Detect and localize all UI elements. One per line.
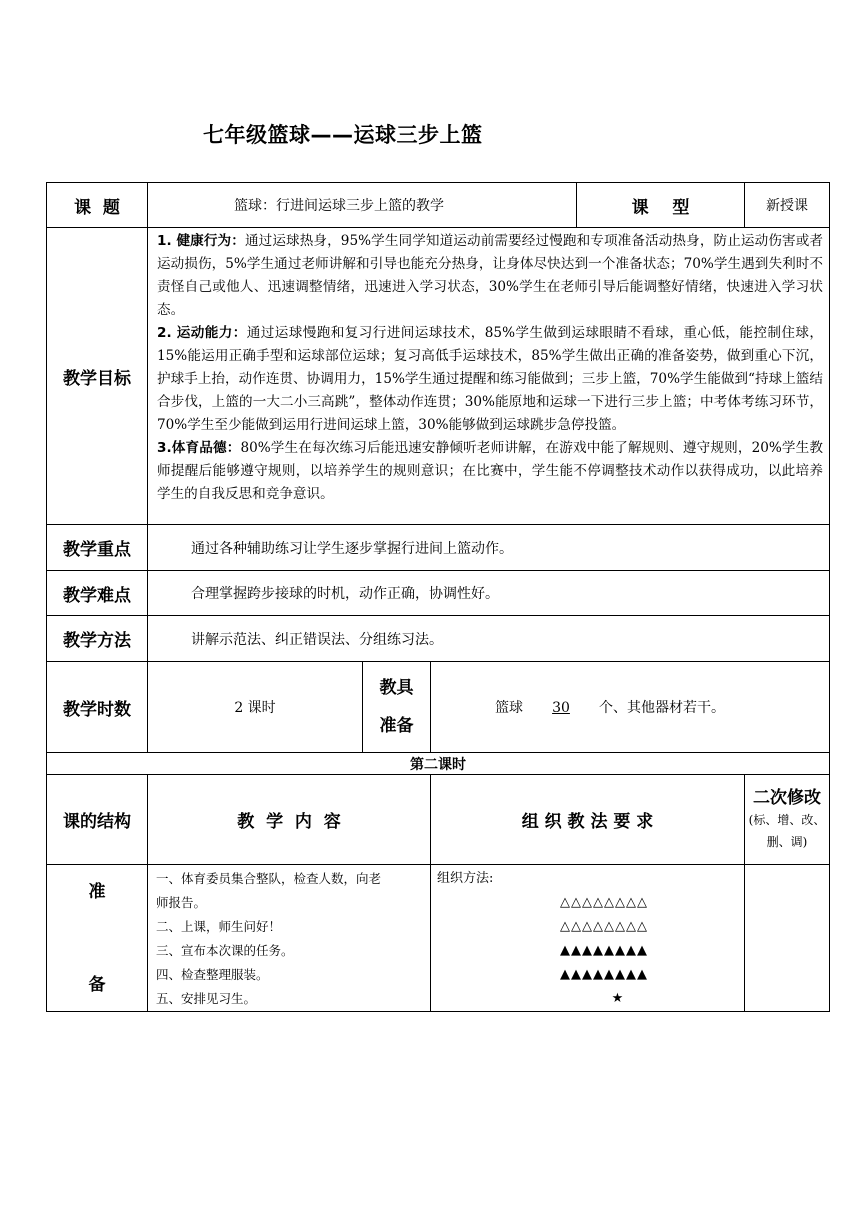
prep-content [148,865,431,1012]
prep-item: 三、宣布本次课的任务。 [156,943,294,958]
topic-label: 课 题 [47,183,148,228]
prep-item: 一、体育委员集合整队，检查人数，向老 [156,871,382,886]
objective-text: 通过运球热身，95%学生同学知道运动前需要经过慢跑和专项准备活动热身，防止运动伤害或者运动损伤，5%学生通过老师讲解和引导也能充分热身，让身体尽快达到一个准备状态；70%学生遇到失利时不责怪自己或他人、迅速调整情绪，迅速进入学习状态，30%学生在老师引导后能调整好情绪，快速进入学习状态。 [157,233,823,318]
formation-row-filled: ▲▲▲▲▲▲▲▲ [560,967,648,982]
structure-col-label: 课的结构 [47,775,148,865]
prep-item: 四、检查整理服装。 [156,967,269,982]
prep-organization [431,865,745,1012]
topic-value: 篮球：行进间运球三步上篮的教学 [148,183,577,228]
prep-revision-cell [745,865,830,1012]
type-value: 新授课 [745,183,830,228]
key-point-label: 教学重点 [47,525,148,571]
difficulty-label: 教学难点 [47,571,148,616]
prep-item: 师报告。 [156,895,207,910]
revision-note: (标、增、改、删、调) [748,812,826,849]
equipment-suffix: 个、其他器材若干。 [599,700,725,716]
formation-row-outline: △△△△△△△△ [560,895,648,910]
type-label: 课 型 [577,183,745,228]
equipment-value [431,662,830,753]
lesson-plan-table [46,182,830,1012]
revision-col-label [745,775,830,865]
equipment-count: 30 [552,700,570,716]
equipment-label-line2: 准备 [379,716,414,736]
objective-heading: 1. 健康行为： [157,233,245,249]
session-label: 第二课时 [47,753,830,775]
equipment-label [363,662,431,753]
equipment-prefix: 篮球 [495,700,523,716]
objectives-content [148,228,830,525]
objective-heading: 3.体育品德： [157,440,241,456]
objective-item [157,437,823,506]
objective-text: 80%学生在每次练习后能迅速安静倾听老师讲解，在游戏中能了解规则、遵守规则，20%学生教师提醒后能够遵守规则，以培养学生的规则意识；在比赛中，学生能不停调整技术动作以获得成功，以此培养学生的自我反思和竞争意识。 [157,440,823,502]
org-method-label: 组织方法: [437,871,494,886]
content-col-label: 教 学 内 容 [148,775,431,865]
formation-row-outline: △△△△△△△△ [560,919,648,934]
method-label: 教学方法 [47,616,148,662]
difficulty-value: 合理掌握跨步接球的时机，动作正确，协调性好。 [148,571,830,616]
method-value: 讲解示范法、纠正错误法、分组练习法。 [148,616,830,662]
prep-label-top: 准 [88,882,106,902]
key-point-value: 通过各种辅助练习让学生逐步掌握行进间上篮动作。 [148,525,830,571]
objective-heading: 2. 运动能力： [157,325,247,341]
objective-text: 通过运球慢跑和复习行进间运球技术，85%学生做到运球眼睛不看球，重心低，能控制住球，15%能运用正确手型和运球部位运球；复习高低手运球技术，85%学生做出正确的准备姿势，做到重心下沉，护球手上抬，动作连贯、协调用力，15%学生通过提醒和练习能做到；三步上篮，70%学生能做到“持球上篮结合步伐，上篮的一大二小三高跳”，整体动作连贯；30%能原地和运球一下进行三步上篮；中考体考练习环节，70%学生至少能做到运用行进间运球上篮，30%能够做到运球跳步急停投篮。 [157,325,823,433]
prep-item: 五、安排见习生。 [156,991,257,1006]
revision-title: 二次修改 [753,787,821,808]
prep-label-bottom: 备 [88,975,106,995]
hours-label: 教学时数 [47,662,148,753]
objectives-label: 教学目标 [47,228,148,525]
prep-item: 二、上课，师生问好！ [156,919,282,934]
method-col-label: 组 织 教 法 要 求 [431,775,745,865]
teacher-star-icon: ★ [611,991,624,1006]
document-title: 七年级篮球——运球三步上篮 [203,123,483,147]
formation-row-filled: ▲▲▲▲▲▲▲▲ [560,943,648,958]
equipment-label-line1: 教具 [379,678,414,698]
objective-item [157,322,823,437]
prep-label [47,865,148,1012]
hours-value: 2 课时 [148,662,363,753]
objective-item [157,230,823,322]
